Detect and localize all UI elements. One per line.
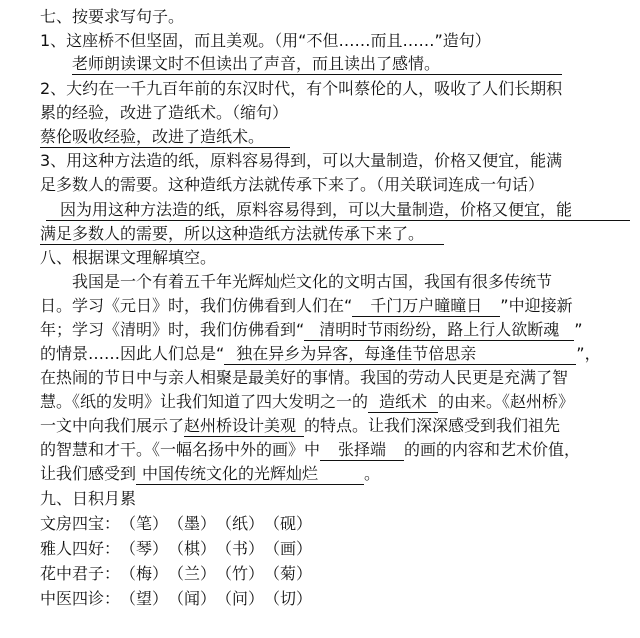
row-item: （书） <box>216 539 265 558</box>
q2-answer-text: 蔡伦吸收经验，改进了造纸术。 <box>40 127 290 148</box>
fill-blank-2: 清明时节雨纷纷，路上行人欲断魂 <box>304 320 574 341</box>
s8-text: 的智慧和才干。《一幅名扬中外的画》中 <box>40 440 321 459</box>
q1-prompt: 1、这座桥不但坚固，而且美观。（用“不但……而且……”造句） <box>40 31 491 50</box>
row-item: （望） <box>120 589 169 608</box>
s8-para-line7 <box>40 415 626 437</box>
fill-blank-6: 张择端 <box>320 440 404 461</box>
row-item: （切） <box>264 589 313 608</box>
q3-prompt-line1: 3、用这种方法造的纸，原料容易得到，可以大量制造，价格又便宜，能满 <box>40 151 563 170</box>
row-label: 雅人四好： <box>40 539 121 558</box>
s8-text: ”， <box>576 344 601 363</box>
accumulation-row <box>40 513 312 535</box>
s8-text: 日。学习《元日》时，我们仿佛看到人们在“ <box>40 296 353 315</box>
s8-text: 。 <box>364 464 381 483</box>
s8-text: ”中迎接新 <box>500 296 573 315</box>
row-item: （梅） <box>120 564 169 583</box>
row-item: （砚） <box>264 514 313 533</box>
fill-blank-3: 独在异乡为异客，每逢佳节倍思亲 <box>224 344 576 365</box>
row-item: （问） <box>216 589 265 608</box>
row-item: （笔） <box>120 514 169 533</box>
s8-text: 年；学习《清明》时，我们仿佛看到“ <box>40 320 305 339</box>
accumulation-row <box>40 538 312 560</box>
fill-blank-5: 赵州桥设计美观 <box>184 416 304 437</box>
s8-para-line9 <box>40 463 626 485</box>
row-label: 文房四宝： <box>40 514 121 533</box>
row-item: （棋） <box>168 539 217 558</box>
accumulation-row <box>40 563 312 585</box>
row-label: 花中君子： <box>40 564 121 583</box>
section7-heading: 七、按要求写句子。 <box>40 7 185 26</box>
s8-text: 一文中向我们展示了 <box>40 416 185 435</box>
row-item: （画） <box>264 539 313 558</box>
q3-answer-line2-text: 满足多数人的需要，所以这种造纸方法就传承下来了。 <box>40 224 444 245</box>
s8-para-line6 <box>40 391 626 413</box>
s8-text: 的特点。让我们深深感受到我们祖先 <box>304 416 561 435</box>
fill-blank-7: 中国传统文化的光辉灿烂 <box>136 464 364 485</box>
fill-blank-4: 造纸术 <box>368 392 438 413</box>
row-item: （纸） <box>216 514 265 533</box>
s8-para-line2 <box>40 295 626 317</box>
fill-blank-1: 千门万户曈曈日 <box>352 296 500 317</box>
s8-text: 让我们感受到 <box>40 464 137 483</box>
q3-prompt-line2: 足多数人的需要。这种造纸方法就传承下来了。（用关联词连成一句话） <box>40 175 545 194</box>
row-item: （琴） <box>120 539 169 558</box>
q3-answer-line2 <box>40 223 444 245</box>
section8-heading: 八、根据课文理解填空。 <box>40 248 217 267</box>
q2-prompt-line1: 2、大约在一千九百年前的东汉时代，有个叫蔡伦的人，吸收了人们长期积 <box>40 79 563 98</box>
s8-para-line1: 我国是一个有着五千年光辉灿烂文化的文明古国，我国有很多传统节 <box>72 272 553 291</box>
q1-answer <box>72 53 562 75</box>
s8-para-line8 <box>40 439 626 461</box>
s8-text: ” <box>574 320 583 339</box>
row-label: 中医四诊： <box>40 589 121 608</box>
q1-answer-text: 老师朗读课文时不但读出了声音，而且读出了感情。 <box>72 54 562 75</box>
s8-text: 的画的内容和艺术价值， <box>404 440 581 459</box>
row-item: （兰） <box>168 564 217 583</box>
row-item: （菊） <box>264 564 313 583</box>
q2-prompt-line2: 累的经验，改进了造纸术。（缩句） <box>40 103 289 122</box>
q2-answer <box>40 126 290 148</box>
s8-para-line5: 在热闹的节日中与亲人相聚是最美好的事情。我国的劳动人民更是充满了智 <box>40 368 569 387</box>
q3-answer-line1 <box>46 199 630 221</box>
s8-text: 的情景……因此人们总是“ <box>40 344 225 363</box>
row-item: （闻） <box>168 589 217 608</box>
s8-para-line4 <box>40 343 626 365</box>
q3-answer-line1-text: 因为用这种方法造的纸，原料容易得到，可以大量制造，价格又便宜，能 <box>46 200 630 221</box>
s8-para-line3 <box>40 319 626 341</box>
row-item: （竹） <box>216 564 265 583</box>
accumulation-row <box>40 588 312 610</box>
section9-heading: 九、日积月累 <box>40 489 137 508</box>
row-item: （墨） <box>168 514 217 533</box>
s8-text: 的由来。《赵州桥》 <box>438 392 575 411</box>
s8-text: 慧。《纸的发明》让我们知道了四大发明之一的 <box>40 392 369 411</box>
